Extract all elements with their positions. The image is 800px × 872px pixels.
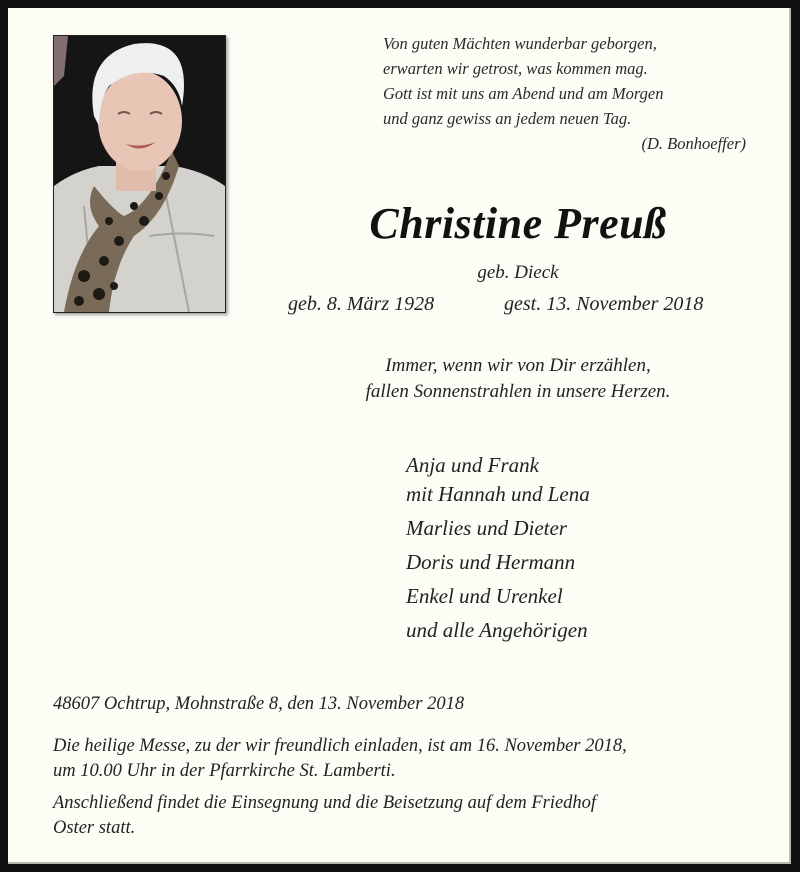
portrait-photo	[53, 35, 226, 313]
quote-author: (D. Bonhoeffer)	[641, 134, 746, 153]
quote-line: und ganz gewiss an jedem neuen Tag.	[383, 109, 632, 128]
quote-line: Gott ist mit uns am Abend und am Morgen	[383, 84, 664, 103]
motto-line: fallen Sonnenstrahlen in unsere Herzen.	[365, 381, 671, 402]
mass-line: um 10.00 Uhr in der Pfarrkirche St. Lamberti.	[53, 761, 396, 781]
mourner-entry: Anja und Frank	[406, 453, 539, 477]
obituary-notice	[8, 8, 791, 864]
burial-info	[53, 791, 753, 841]
death-date: gest. 13. November 2018	[504, 293, 704, 315]
mourner-entry: und alle Angehörigen	[406, 618, 588, 642]
burial-line: Anschließend findet die Einsegnung und die Beisetzung auf dem Friedhof	[53, 793, 597, 813]
portrait-image	[54, 36, 225, 312]
mourner-entry: Marlies und Dieter	[406, 516, 567, 540]
bonhoeffer-quote	[383, 31, 758, 156]
birth-date: geb. 8. März 1928	[288, 293, 435, 315]
maiden-name: geb. Dieck	[477, 262, 559, 283]
mourner-entry: mit Hannah und Lena	[406, 482, 590, 506]
memorial-motto	[268, 353, 768, 405]
mass-info	[53, 734, 753, 784]
mass-line: Die heilige Messe, zu der wir freundlich einladen, ist am 16. November 2018,	[53, 736, 627, 756]
burial-line: Oster statt.	[53, 818, 136, 838]
mourners-list	[406, 451, 706, 647]
address-line: 48607 Ochtrup, Mohnstraße 8, den 13. November 2018	[53, 694, 465, 714]
quote-line: Von guten Mächten wunderbar geborgen,	[383, 34, 657, 53]
mourner-entry: Enkel und Urenkel	[406, 584, 563, 608]
deceased-name: Christine Preuß	[369, 199, 667, 248]
motto-line: Immer, wenn wir von Dir erzählen,	[385, 355, 651, 376]
quote-line: erwarten wir getrost, was kommen mag.	[383, 59, 648, 78]
mourner-entry: Doris und Hermann	[406, 550, 576, 574]
